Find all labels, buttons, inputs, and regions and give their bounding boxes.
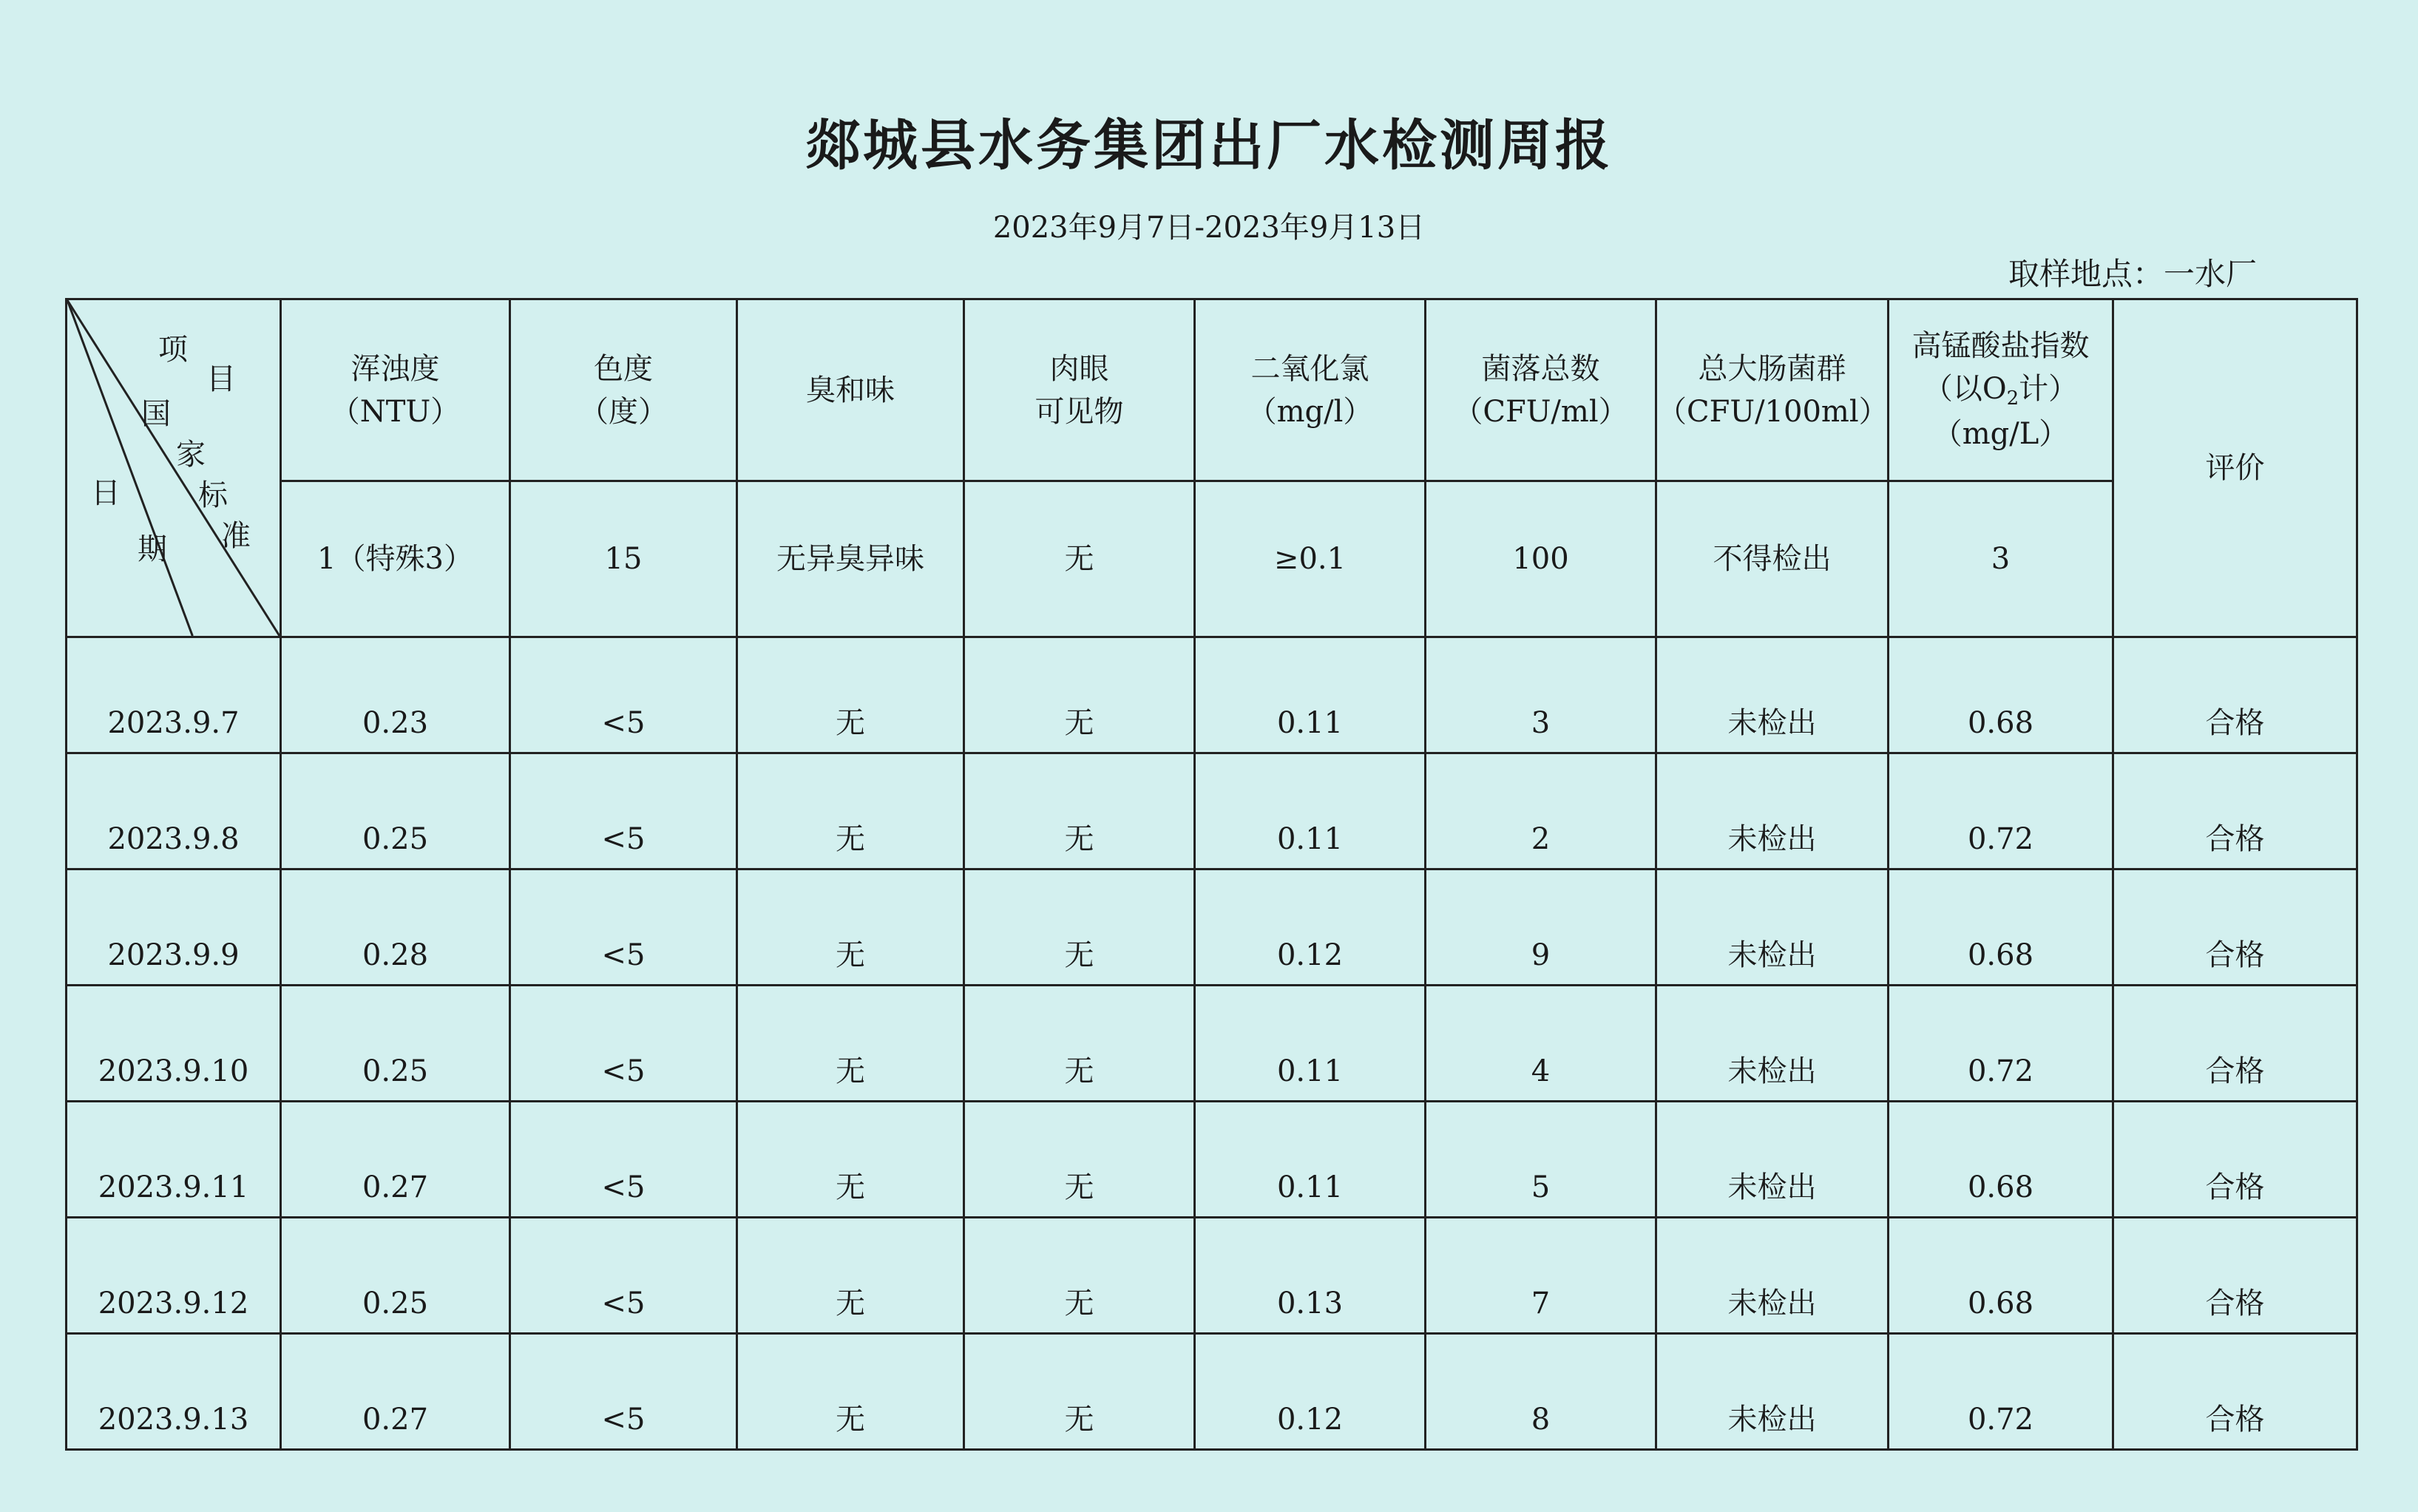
row-value: 未检出 (1656, 986, 1889, 1102)
row-value: <5 (510, 1334, 737, 1450)
table-row (67, 637, 2357, 753)
row-value: <5 (510, 753, 737, 869)
corner-header-cell (67, 299, 281, 637)
standards-row (67, 481, 2357, 637)
row-value: 0.72 (1889, 753, 2113, 869)
row-value: 5 (1426, 1102, 1656, 1218)
row-value: 未检出 (1656, 1334, 1889, 1450)
row-value: 无 (737, 637, 964, 753)
row-result: 合格 (2113, 869, 2357, 986)
row-value: 0.11 (1195, 986, 1426, 1102)
standard-value: 无异臭异味 (737, 481, 964, 637)
row-value: 未检出 (1656, 753, 1889, 869)
row-value: 0.28 (281, 869, 510, 986)
row-value: 无 (737, 986, 964, 1102)
standard-value: 1（特殊3） (281, 481, 510, 637)
row-value: 0.25 (281, 1218, 510, 1334)
corner-label-standard-2: 家 (176, 438, 206, 472)
row-value: 未检出 (1656, 1218, 1889, 1334)
header-evaluation: 评价 (2113, 299, 2357, 637)
row-value: 未检出 (1656, 637, 1889, 753)
standard-value: 3 (1889, 481, 2113, 637)
row-value: 无 (964, 869, 1195, 986)
standard-value: 100 (1426, 481, 1656, 637)
header-total-coliforms: 总大肠菌群 （CFU/100ml） (1656, 299, 1889, 481)
row-value: 无 (964, 637, 1195, 753)
row-value: 0.11 (1195, 753, 1426, 869)
row-date: 2023.9.12 (67, 1218, 281, 1334)
row-value: <5 (510, 869, 737, 986)
row-value: 0.72 (1889, 1334, 2113, 1450)
report-date-range: 2023年9月7日-2023年9月13日 (992, 211, 1426, 245)
row-date: 2023.9.13 (67, 1334, 281, 1450)
row-result: 合格 (2113, 986, 2357, 1102)
table-row (67, 1218, 2357, 1334)
row-value: 8 (1426, 1334, 1656, 1450)
row-result: 合格 (2113, 1218, 2357, 1334)
row-value: 3 (1426, 637, 1656, 753)
row-value: 无 (964, 753, 1195, 869)
row-result: 合格 (2113, 637, 2357, 753)
row-value: 0.68 (1889, 637, 2113, 753)
corner-label-date-2: 期 (138, 532, 167, 566)
table-row (67, 869, 2357, 986)
row-value: 0.12 (1195, 1334, 1426, 1450)
row-value: 无 (737, 1102, 964, 1218)
header-chlorine-dioxide: 二氧化氯 （mg/l） (1195, 299, 1426, 481)
row-value: 0.13 (1195, 1218, 1426, 1334)
row-value: 无 (964, 1218, 1195, 1334)
header-row (67, 299, 2357, 481)
row-value: 无 (737, 1218, 964, 1334)
header-color: 色度 （度） (510, 299, 737, 481)
row-value: 无 (964, 1334, 1195, 1450)
row-value: 无 (737, 869, 964, 986)
row-date: 2023.9.10 (67, 986, 281, 1102)
row-value: 无 (737, 1334, 964, 1450)
row-value: <5 (510, 1102, 737, 1218)
standard-value: 无 (964, 481, 1195, 637)
header-colony-count: 菌落总数 （CFU/ml） (1426, 299, 1656, 481)
row-value: 无 (737, 753, 964, 869)
table-row (67, 1102, 2357, 1218)
header-visible-matter: 肉眼 可见物 (964, 299, 1195, 481)
corner-label-standard-4: 准 (221, 519, 251, 553)
row-date: 2023.9.7 (67, 637, 281, 753)
corner-label-item-1: 项 (158, 333, 188, 367)
row-value: 9 (1426, 869, 1656, 986)
row-value: <5 (510, 1218, 737, 1334)
row-value: 7 (1426, 1218, 1656, 1334)
standard-value: ≥0.1 (1195, 481, 1426, 637)
corner-label-item-2: 目 (206, 362, 236, 396)
standard-value: 15 (510, 481, 737, 637)
row-result: 合格 (2113, 1334, 2357, 1450)
row-value: <5 (510, 986, 737, 1102)
corner-label-standard-1: 国 (141, 397, 171, 431)
row-value: 0.72 (1889, 986, 2113, 1102)
table-row (67, 986, 2357, 1102)
table-row (67, 753, 2357, 869)
row-value: 无 (964, 1102, 1195, 1218)
row-value: 0.27 (281, 1334, 510, 1450)
row-date: 2023.9.11 (67, 1102, 281, 1218)
corner-label-date-1: 日 (91, 476, 121, 510)
sampling-location: 取样地点：一水厂 (2008, 256, 2257, 292)
row-value: 无 (964, 986, 1195, 1102)
row-value: 0.68 (1889, 869, 2113, 986)
row-value: 0.27 (281, 1102, 510, 1218)
header-permanganate-index: 高锰酸盐指数 （以$O_2$计） （mg/L） (1889, 299, 2113, 481)
row-result: 合格 (2113, 753, 2357, 869)
row-value: 未检出 (1656, 869, 1889, 986)
report-title: 郯城县水务集团出厂水检测周报 (805, 114, 1613, 177)
row-date: 2023.9.9 (67, 869, 281, 986)
row-value: 0.23 (281, 637, 510, 753)
row-value: 0.12 (1195, 869, 1426, 986)
row-value: 0.68 (1889, 1218, 2113, 1334)
standard-value: 不得检出 (1656, 481, 1889, 637)
row-value: <5 (510, 637, 737, 753)
corner-label-standard-3: 标 (198, 478, 228, 512)
row-value: 未检出 (1656, 1102, 1889, 1218)
row-result: 合格 (2113, 1102, 2357, 1218)
row-value: 0.25 (281, 986, 510, 1102)
header-odor-taste: 臭和味 (737, 299, 964, 481)
row-value: 0.11 (1195, 1102, 1426, 1218)
header-turbidity: 浑浊度 （NTU） (281, 299, 510, 481)
water-quality-table (65, 298, 2358, 1451)
table-row (67, 1334, 2357, 1450)
row-date: 2023.9.8 (67, 753, 281, 869)
row-value: 0.25 (281, 753, 510, 869)
row-value: 0.68 (1889, 1102, 2113, 1218)
row-value: 0.11 (1195, 637, 1426, 753)
row-value: 4 (1426, 986, 1656, 1102)
row-value: 2 (1426, 753, 1656, 869)
